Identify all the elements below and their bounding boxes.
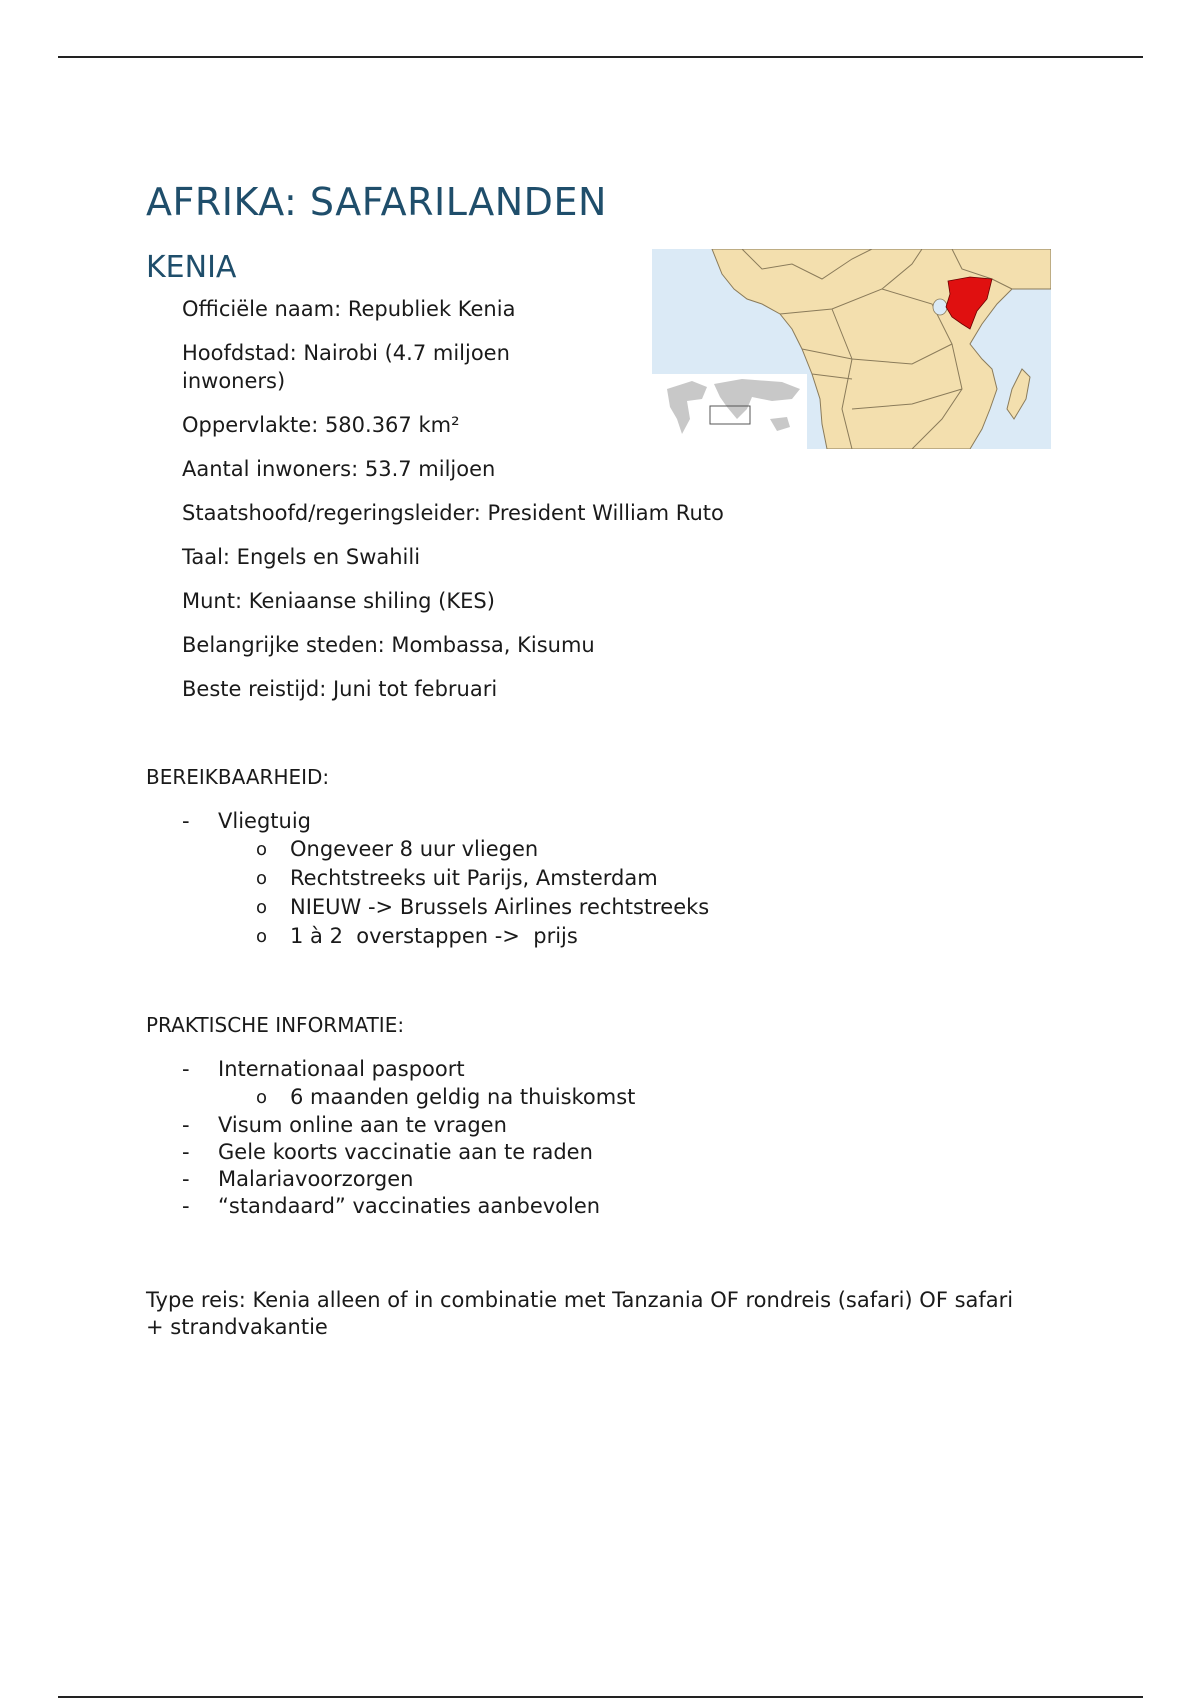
- fact-capital: Hoofdstad: Nairobi (4.7 miljoen inwoners): [182, 341, 510, 393]
- sub-list-item-text: Rechtstreeks uit Parijs, Amsterdam: [290, 866, 658, 890]
- page-title: AFRIKA: SAFARILANDEN: [146, 180, 607, 224]
- country-heading: KENIA: [146, 250, 237, 285]
- fact-language: Taal: Engels en Swahili: [182, 545, 421, 569]
- dash-bullet-icon: -: [182, 1140, 190, 1164]
- dash-bullet-icon: -: [182, 1057, 190, 1081]
- list-item: [146, 1166, 635, 1193]
- praktische-informatie-list: [146, 1056, 635, 1220]
- fact-head-of-state: Staatshoofd/regeringsleider: President William Ruto: [182, 501, 724, 525]
- circle-bullet-icon: o: [256, 926, 268, 947]
- list-item: [146, 1112, 635, 1139]
- list-item: [146, 1056, 635, 1112]
- sub-list-item: [218, 835, 709, 864]
- fact-best-travel-time: Beste reistijd: Juni tot februari: [182, 677, 498, 701]
- sub-list: [218, 1083, 635, 1112]
- circle-bullet-icon: o: [256, 839, 268, 860]
- sub-list-item: [218, 922, 709, 951]
- fact-area: Oppervlakte: 580.367 km²: [182, 413, 460, 437]
- fact-official-name: Officiële naam: Republiek Kenia: [182, 297, 516, 321]
- list-item: [146, 1139, 635, 1166]
- bereikbaarheid-list: [146, 808, 709, 951]
- sub-list-item: [218, 864, 709, 893]
- circle-bullet-icon: o: [256, 868, 268, 889]
- sub-list-item-text: 1 à 2 overstappen -> prijs: [290, 924, 578, 948]
- kenya-map-graphic: [652, 249, 1051, 449]
- sub-list-item-text: NIEUW -> Brussels Airlines rechtstreeks: [290, 895, 710, 919]
- sub-list: [218, 835, 709, 951]
- dash-bullet-icon: -: [182, 1167, 190, 1191]
- sub-list-item: [218, 893, 709, 922]
- list-item-text: Visum online aan te vragen: [218, 1113, 507, 1137]
- list-item-text: “standaard” vaccinaties aanbevolen: [218, 1194, 601, 1218]
- sub-list-item-text: Ongeveer 8 uur vliegen: [290, 837, 539, 861]
- sub-list-item: [218, 1083, 635, 1112]
- bereikbaarheid-label: BEREIKBAARHEID:: [146, 765, 330, 789]
- kenya-location-map: [652, 249, 1051, 449]
- dash-bullet-icon: -: [182, 1113, 190, 1137]
- dash-bullet-icon: -: [182, 809, 190, 833]
- fact-currency: Munt: Keniaanse shiling (KES): [182, 589, 495, 613]
- top-rule: [58, 56, 1143, 58]
- dash-bullet-icon: -: [182, 1194, 190, 1218]
- list-item: [146, 808, 709, 951]
- list-item: [146, 1193, 635, 1220]
- list-item-text: Gele koorts vaccinatie aan te raden: [218, 1140, 593, 1164]
- bottom-rule: [58, 1696, 1143, 1698]
- list-item-text: Internationaal paspoort: [218, 1057, 465, 1081]
- list-item-text: Vliegtuig: [218, 809, 311, 833]
- fact-population: Aantal inwoners: 53.7 miljoen: [182, 457, 496, 481]
- fact-cities: Belangrijke steden: Mombassa, Kisumu: [182, 633, 595, 657]
- praktische-informatie-label: PRAKTISCHE INFORMATIE:: [146, 1013, 405, 1037]
- circle-bullet-icon: o: [256, 1087, 268, 1108]
- circle-bullet-icon: o: [256, 897, 268, 918]
- sub-list-item-text: 6 maanden geldig na thuiskomst: [290, 1085, 636, 1109]
- list-item-text: Malariavoorzorgen: [218, 1167, 414, 1191]
- type-reis-paragraph: Type reis: Kenia alleen of in combinatie met Tanzania OF rondreis (safari) OF safari + strandvakantie: [146, 1288, 1014, 1339]
